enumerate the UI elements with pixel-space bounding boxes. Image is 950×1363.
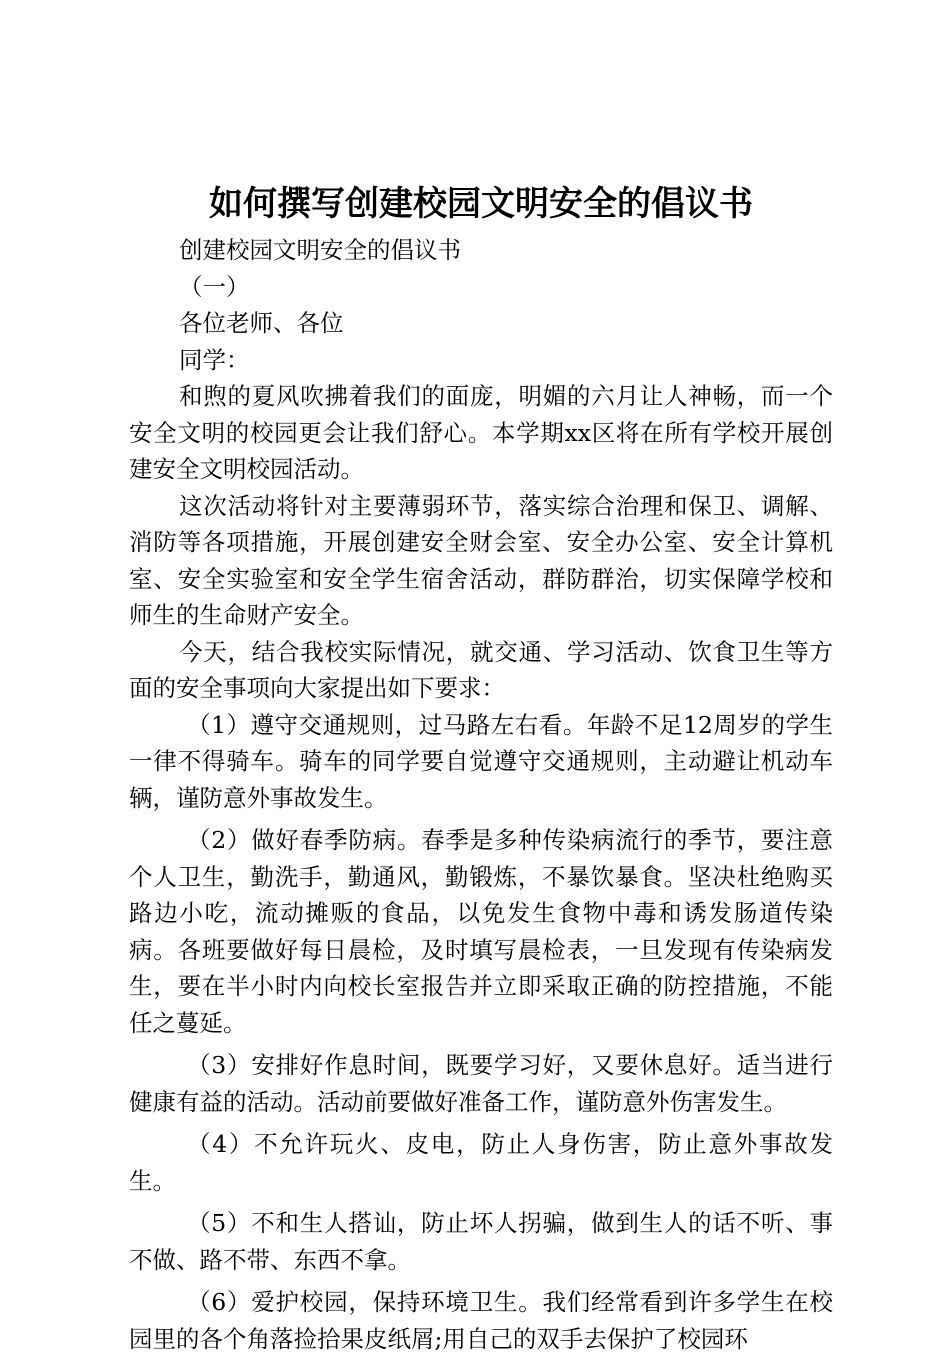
document-page xyxy=(129,180,833,1363)
document-subtitle: 创建校园文明安全的倡议书 xyxy=(179,236,461,264)
list-item-traffic: （1）遵守交通规则，过马路左右看。年龄不足12周岁的学生一律不得骑车。骑车的同学要自觉遵守交通规则，主动避让机动车辆，谨防意外事故发生。 xyxy=(129,710,833,812)
paragraph-activity: 这次活动将针对主要薄弱环节，落实综合治理和保卫、调解、消防等各项措施，开展创建安全财会室、安全办公室、安全计算机室、安全实验室和安全学生宿舍活动，群防群治，切实保障学校和师生的生命财产安全。 xyxy=(129,491,833,629)
section-marker: （一） xyxy=(179,272,250,301)
list-item-strangers: （5）不和生人搭讪，防止坏人拐骗，做到生人的话不听、事不做、路不带、东西不拿。 xyxy=(129,1209,833,1274)
document-title: 如何撰写创建校园文明安全的倡议书 xyxy=(209,184,753,224)
list-item-campus-care: （6）爱护校园，保持环境卫生。我们经常看到许多学生在校园里的各个角落捡拾果皮纸屑;用自己的双手去保护了校园环 xyxy=(129,1288,833,1353)
list-item-fire-safety: （4）不允许玩火、皮电，防止人身伤害，防止意外事故发生。 xyxy=(129,1130,833,1195)
list-item-disease-prevention: （2）做好春季防病。春季是多种传染病流行的季节，要注意个人卫生，勤洗手，勤通风，勤锻炼，不暴饮暴食。坚决杜绝购买路边小吃，流动摊贩的食品，以免发生食物中毒和诱发肠道传染病。各班要做好每日晨检，及时填写晨检表，一旦发现有传染病发生，要在半小时内向校长室报告并立即采取正确的防控措施，不能任之蔓延。 xyxy=(129,826,833,1037)
salutation-line-1: 各位老师、各位 xyxy=(179,309,344,337)
list-item-schedule: （3）安排好作息时间，既要学习好，又要休息好。适当进行健康有益的活动。活动前要做好准备工作，谨防意外伤害发生。 xyxy=(129,1051,833,1116)
paragraph-intro: 和煦的夏风吹拂着我们的面庞，明媚的六月让人神畅，而一个安全文明的校园更会让我们舒心。本学期xx区将在所有学校开展创建安全文明校园活动。 xyxy=(129,382,833,483)
paragraph-requirements: 今天，结合我校实际情况，就交通、学习活动、饮食卫生等方面的安全事项向大家提出如下要求： xyxy=(129,637,833,702)
salutation-line-2: 同学： xyxy=(179,345,250,374)
